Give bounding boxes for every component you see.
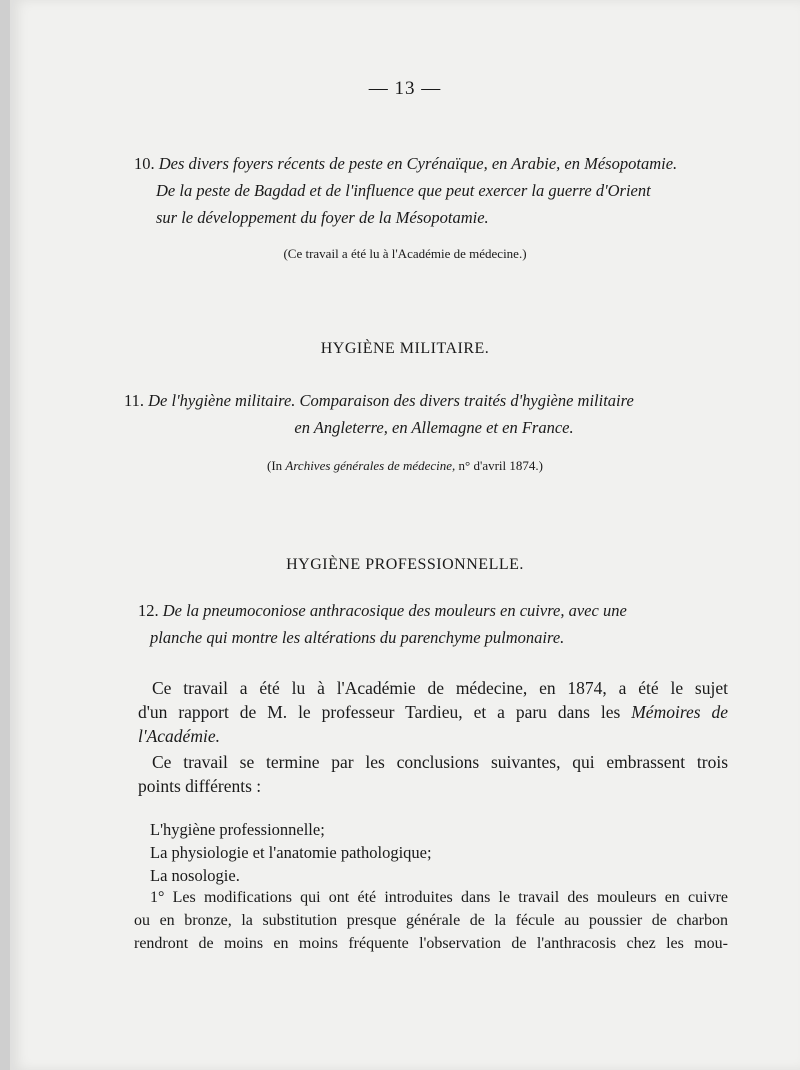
entry-10 — [134, 150, 724, 231]
paragraph-modifications-line-2: ou en bronze, la substitution presque générale de la fécule au poussier de charbon — [134, 912, 728, 929]
paragraph-report-line-2: d'un rapport de M. le professeur Tardieu, et a paru dans les Mémoires de — [138, 702, 728, 722]
list-item: La physiologie et l'anatomie pathologique; — [150, 843, 432, 862]
entry-12-title-line-1: De la pneumoconiose anthracosique des mouleurs en cuivre, avec une — [162, 601, 627, 620]
paragraph-report-italic-end: Mémoires de — [631, 702, 728, 722]
list-item: La nosologie. — [150, 866, 240, 885]
entry-12-number: 12. — [138, 601, 159, 620]
section-heading-military-hygiene: HYGIÈNE MILITAIRE. — [320, 340, 490, 357]
page-number: — 13 — — [368, 78, 442, 99]
entry-11-note-prefix: (In — [266, 458, 286, 473]
entry-10-title-line-1: Des divers foyers récents de peste en Cyrénaïque, en Arabie, en Mésopotamie. — [158, 154, 678, 173]
paragraph-modifications-line-1: 1° Les modifications qui ont été introduites dans le travail des mouleurs en cuivre — [150, 889, 728, 906]
paragraph-modifications-line-3: rendront de moins en moins fréquente l'observation de l'anthracosis chez les mou- — [134, 935, 728, 952]
entry-11-note — [10, 458, 800, 474]
entry-10-title-line-2: De la peste de Bagdad et de l'influence que peut exercer la guerre d'Orient — [156, 181, 651, 200]
entry-11-number: 11. — [124, 391, 145, 410]
entry-11-title-line-2: en Angleterre, en Allemagne et en France. — [294, 418, 574, 437]
paragraph-report-line-1: Ce travail a été lu à l'Académie de médecine, en 1874, a été le sujet — [152, 678, 728, 698]
points-list — [150, 818, 710, 887]
document-page — [10, 0, 800, 1070]
paragraph-report-line-3: l'Académie. — [138, 726, 220, 746]
paragraph-report — [138, 676, 728, 748]
entry-10-title-line-3: sur le développement du foyer de la Mésopotamie. — [156, 208, 489, 227]
paragraph-conclusions-line-1: Ce travail se termine par les conclusions suivantes, qui embrassent trois — [152, 752, 728, 772]
entry-11 — [124, 387, 724, 441]
entry-10-note: (Ce travail a été lu à l'Académie de médecine.) — [283, 246, 527, 261]
entry-11-note-suffix: n° d'avril 1874.) — [455, 458, 543, 473]
entry-10-number: 10. — [134, 154, 155, 173]
list-item: L'hygiène professionnelle; — [150, 820, 325, 839]
entry-11-note-journal: Archives générales de médecine, — [285, 458, 456, 473]
section-heading-professional-hygiene: HYGIÈNE PROFESSIONNELLE. — [286, 556, 524, 573]
paragraph-conclusions — [138, 750, 728, 798]
paragraph-conclusions-line-2: points différents : — [138, 776, 262, 796]
entry-12 — [138, 597, 728, 651]
entry-11-title-line-1: De l'hygiène militaire. Comparaison des divers traités d'hygiène militaire — [148, 391, 634, 410]
entry-12-title-line-2: planche qui montre les altérations du parenchyme pulmonaire. — [150, 628, 565, 647]
paragraph-modifications — [134, 886, 728, 955]
